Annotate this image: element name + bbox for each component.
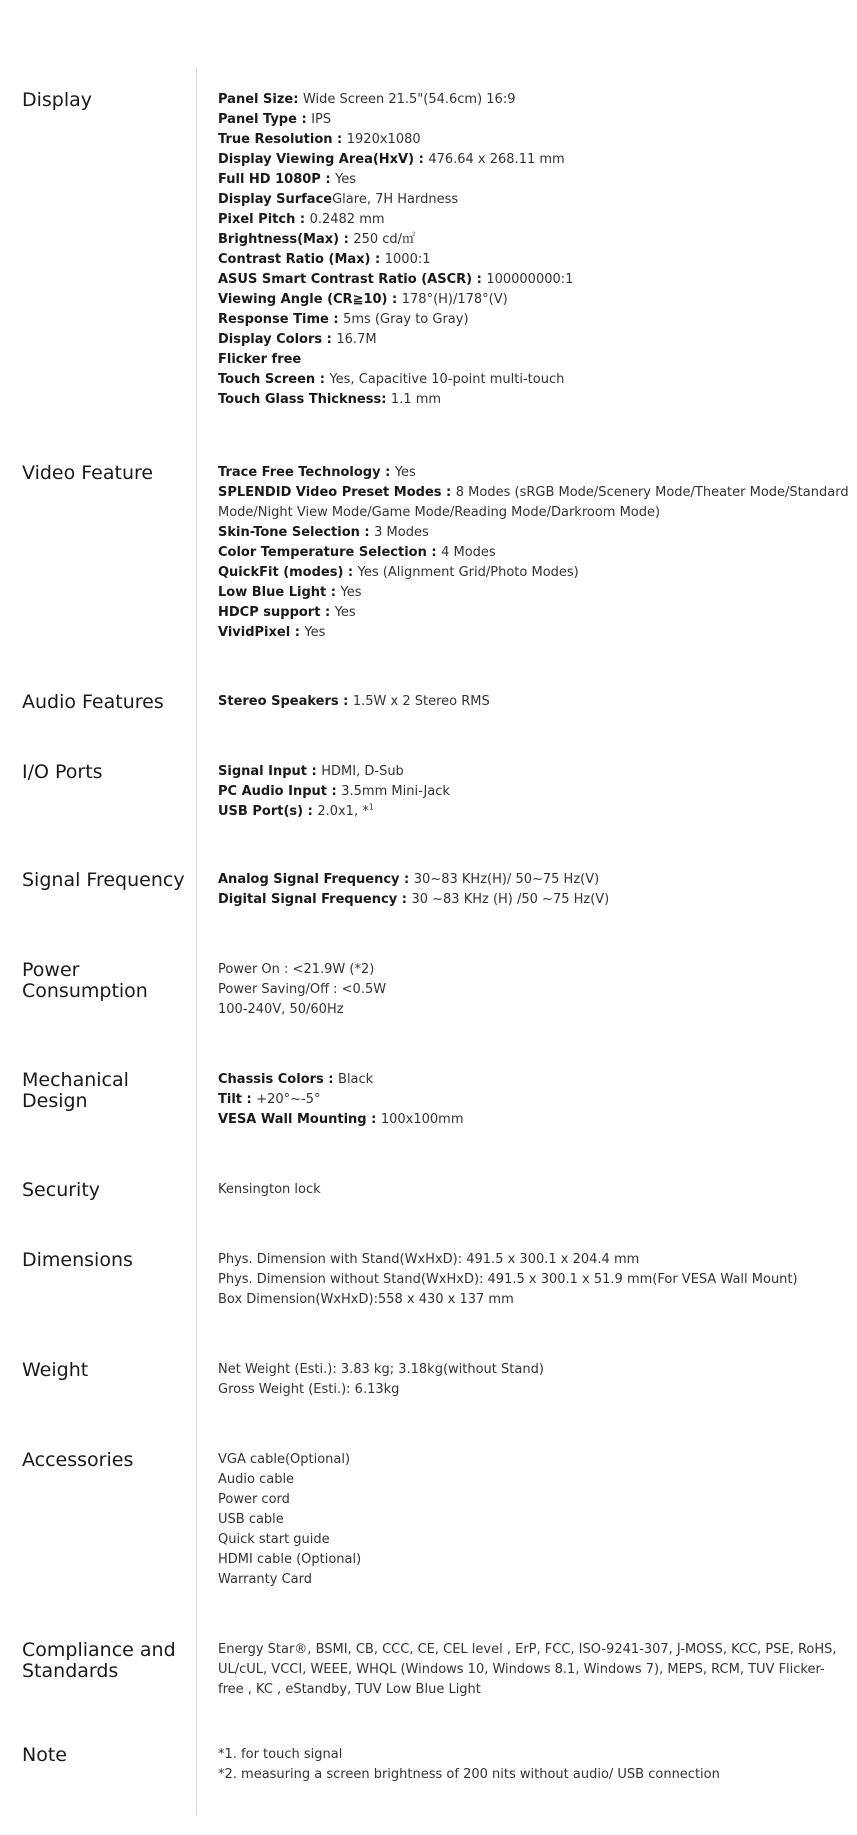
section-title: Video Feature [22, 462, 154, 484]
spec-line [218, 463, 850, 483]
spec-label: Display Viewing Area(HxV) : [218, 152, 429, 167]
spec-label: Color Temperature Selection : [218, 545, 442, 560]
spec-label: Panel Size: [218, 92, 303, 107]
spec-value: HDMI cable (Optional) [218, 1552, 362, 1567]
section-title: Compliance and Standards [22, 1639, 176, 1682]
spec-label: Low Blue Light : [218, 585, 341, 600]
spec-line [218, 1765, 850, 1785]
spec-value: 1.5W x 2 Stereo RMS [352, 694, 490, 709]
spec-line [218, 210, 850, 230]
spec-line [218, 130, 850, 150]
spec-value: Power cord [218, 1492, 290, 1507]
spec-value: 100000000:1 [486, 272, 574, 287]
spec-value: Kensington lock [218, 1182, 321, 1197]
spec-line [218, 90, 850, 110]
spec-line [218, 890, 850, 910]
spec-value: Black [338, 1072, 374, 1087]
spec-value: 1920x1080 [346, 132, 421, 147]
section-body [218, 870, 850, 910]
spec-label: Full HD 1080P : [218, 172, 336, 187]
spec-value: +20°~-5° [256, 1092, 321, 1107]
spec-value: Yes [340, 585, 362, 600]
spec-value: 178°(H)/178°(V) [401, 292, 508, 307]
section-title: Display [22, 89, 93, 111]
section-title: Power Consumption [22, 959, 148, 1002]
section-title: Weight [22, 1359, 89, 1381]
spec-value: 476.64 x 268.11 mm [428, 152, 565, 167]
spec-value: Audio cable [218, 1472, 295, 1487]
spec-label: QuickFit (modes) : [218, 565, 358, 580]
spec-value: Phys. Dimension without Stand(WxHxD): 491.5 x 300.1 x 51.9 mm(For VESA Wall Mount) [218, 1272, 798, 1287]
spec-value: Phys. Dimension with Stand(WxHxD): 491.5 x 300.1 x 204.4 mm [218, 1252, 640, 1267]
spec-label: Touch Screen : [218, 372, 330, 387]
spec-line [218, 110, 850, 130]
spec-value: Yes, Capacitive 10-point multi-touch [329, 372, 565, 387]
spec-value: 5ms (Gray to Gray) [343, 312, 469, 327]
spec-value: 8 Modes (sRGB Mode/Scenery Mode/Theater Mode/Standard Mode/Night View Mode/Game Mode/Reading Mode/Darkroom Mode) [218, 485, 849, 520]
spec-label: Chassis Colors : [218, 1072, 339, 1087]
spec-value: *1. for touch signal [218, 1747, 343, 1762]
spec-line [218, 523, 850, 543]
spec-label: Tilt : [218, 1092, 257, 1107]
spec-line [218, 290, 850, 310]
spec-value: Power On : <21.9W (*2) [218, 962, 375, 977]
spec-line [218, 870, 850, 890]
spec-line [218, 762, 850, 782]
spec-line [218, 563, 850, 583]
section-body [218, 762, 850, 822]
spec-line [218, 1180, 850, 1200]
spec-label: Display Surface [218, 192, 333, 207]
spec-line [218, 980, 850, 1000]
spec-value: Box Dimension(WxHxD):558 x 430 x 137 mm [218, 1292, 514, 1307]
column-divider [196, 68, 197, 1815]
spec-label: Flicker free [218, 352, 302, 367]
spec-line [218, 270, 850, 290]
spec-value: Power Saving/Off : <0.5W [218, 982, 387, 997]
spec-value: Quick start guide [218, 1532, 330, 1547]
spec-label: Signal Input : [218, 764, 322, 779]
section-title: Dimensions [22, 1249, 133, 1271]
spec-value: 30 ~83 KHz (H) /50 ~75 Hz(V) [411, 892, 610, 907]
spec-line [218, 170, 850, 190]
section-body [218, 90, 850, 410]
section-body [218, 1360, 850, 1400]
spec-label: Analog Signal Frequency : [218, 872, 414, 887]
spec-line [218, 1490, 850, 1510]
spec-value: 0.2482 mm [309, 212, 385, 227]
spec-value: 3.5mm Mini-Jack [341, 784, 450, 799]
spec-line [218, 692, 850, 712]
spec-value: 16.7M [336, 332, 377, 347]
spec-line [218, 330, 850, 350]
spec-value: Yes [394, 465, 416, 480]
spec-line [218, 390, 850, 410]
spec-line [218, 1290, 850, 1310]
spec-label: Viewing Angle (CR≧10) : [218, 292, 402, 307]
spec-label: Trace Free Technology : [218, 465, 395, 480]
spec-line [218, 250, 850, 270]
section-title: Mechanical Design [22, 1069, 129, 1112]
spec-line [218, 1000, 850, 1020]
spec-label: True Resolution : [218, 132, 347, 147]
section-title: Security [22, 1179, 101, 1201]
section-title: Audio Features [22, 691, 164, 713]
spec-line [218, 782, 850, 802]
spec-line [218, 1570, 850, 1590]
spec-line [218, 190, 850, 210]
spec-line [218, 370, 850, 390]
spec-line [218, 483, 850, 523]
spec-line [218, 583, 850, 603]
spec-value: 3 Modes [374, 525, 429, 540]
spec-line [218, 802, 850, 822]
spec-label: Digital Signal Frequency : [218, 892, 412, 907]
spec-value: 250 cd/㎡ [353, 232, 416, 247]
section-body [218, 463, 850, 643]
spec-label: HDCP support : [218, 605, 335, 620]
section-body [218, 1450, 850, 1590]
spec-label: Contrast Ratio (Max) : [218, 252, 385, 267]
section-body [218, 1250, 850, 1310]
spec-label: Display Colors : [218, 332, 337, 347]
spec-line [218, 1510, 850, 1530]
section-body [218, 960, 850, 1020]
spec-label: Panel Type : [218, 112, 312, 127]
section-body [218, 1640, 850, 1700]
spec-value: HDMI, D-Sub [321, 764, 404, 779]
section-body [218, 692, 850, 712]
spec-label: USB Port(s) : [218, 804, 318, 819]
spec-line [218, 310, 850, 330]
section-title: Signal Frequency [22, 869, 185, 891]
spec-line [218, 1640, 850, 1700]
spec-line [218, 1470, 850, 1490]
spec-line [218, 1745, 850, 1765]
spec-value: 1000:1 [384, 252, 431, 267]
spec-value: Yes [334, 605, 356, 620]
spec-line [218, 543, 850, 563]
spec-line [218, 1070, 850, 1090]
section-body [218, 1070, 850, 1130]
spec-value: 1.1 mm [390, 392, 442, 407]
section-title: Accessories [22, 1449, 134, 1471]
spec-label: Brightness(Max) : [218, 232, 354, 247]
spec-value: 100x100mm [380, 1112, 464, 1127]
spec-line [218, 1530, 850, 1550]
spec-line [218, 1380, 850, 1400]
spec-label: Response Time : [218, 312, 344, 327]
spec-line [218, 1110, 850, 1130]
spec-line [218, 960, 850, 980]
spec-value: Wide Screen 21.5"(54.6cm) 16:9 [302, 92, 516, 107]
spec-line [218, 1360, 850, 1380]
section-title: Note [22, 1744, 67, 1766]
spec-value: 4 Modes [441, 545, 496, 560]
spec-line [218, 603, 850, 623]
section-title: I/O Ports [22, 761, 103, 783]
spec-value: *2. measuring a screen brightness of 200 nits without audio/ USB connection [218, 1767, 720, 1782]
spec-line [218, 1090, 850, 1110]
spec-value: Yes [304, 625, 326, 640]
spec-value: Yes [335, 172, 357, 187]
spec-label: SPLENDID Video Preset Modes : [218, 485, 456, 500]
spec-line [218, 1450, 850, 1470]
spec-line [218, 1550, 850, 1570]
spec-label: Stereo Speakers : [218, 694, 353, 709]
spec-label: ASUS Smart Contrast Ratio (ASCR) : [218, 272, 487, 287]
spec-value: 30~83 KHz(H)/ 50~75 Hz(V) [413, 872, 600, 887]
spec-label: VividPixel : [218, 625, 305, 640]
spec-label: Skin-Tone Selection : [218, 525, 375, 540]
spec-value: Yes (Alignment Grid/Photo Modes) [357, 565, 579, 580]
spec-value: Glare, 7H Hardness [332, 192, 459, 207]
spec-value: 2.0x1, * [317, 804, 369, 819]
spec-label: PC Audio Input : [218, 784, 342, 799]
spec-label: VESA Wall Mounting : [218, 1112, 381, 1127]
spec-value: Warranty Card [218, 1572, 312, 1587]
spec-value: Energy Star®, BSMI, CB, CCC, CE, CEL level , ErP, FCC, ISO-9241-307, J-MOSS, KCC, PSE, RoHS, UL/cUL, VCCI, WEEE, WHQL (Windows 10, Windows 8.1, Windows 7), MEPS, RCM, TUV Flicker-free , KC , eStandby, TUV Low Blue Light [218, 1642, 837, 1697]
spec-value: 100-240V, 50/60Hz [218, 1002, 344, 1017]
section-body [218, 1180, 850, 1200]
spec-line [218, 1250, 850, 1270]
spec-value: Net Weight (Esti.): 3.83 kg; 3.18kg(without Stand) [218, 1362, 544, 1377]
spec-value: Gross Weight (Esti.): 6.13kg [218, 1382, 400, 1397]
spec-line [218, 230, 850, 250]
spec-line [218, 1270, 850, 1290]
spec-value: USB cable [218, 1512, 284, 1527]
spec-value: IPS [311, 112, 332, 127]
spec-label: Pixel Pitch : [218, 212, 310, 227]
spec-line [218, 623, 850, 643]
spec-line [218, 350, 850, 370]
spec-line [218, 150, 850, 170]
spec-label: Touch Glass Thickness: [218, 392, 391, 407]
footnote-marker: 1 [368, 802, 374, 812]
spec-value: VGA cable(Optional) [218, 1452, 351, 1467]
section-body [218, 1745, 850, 1785]
